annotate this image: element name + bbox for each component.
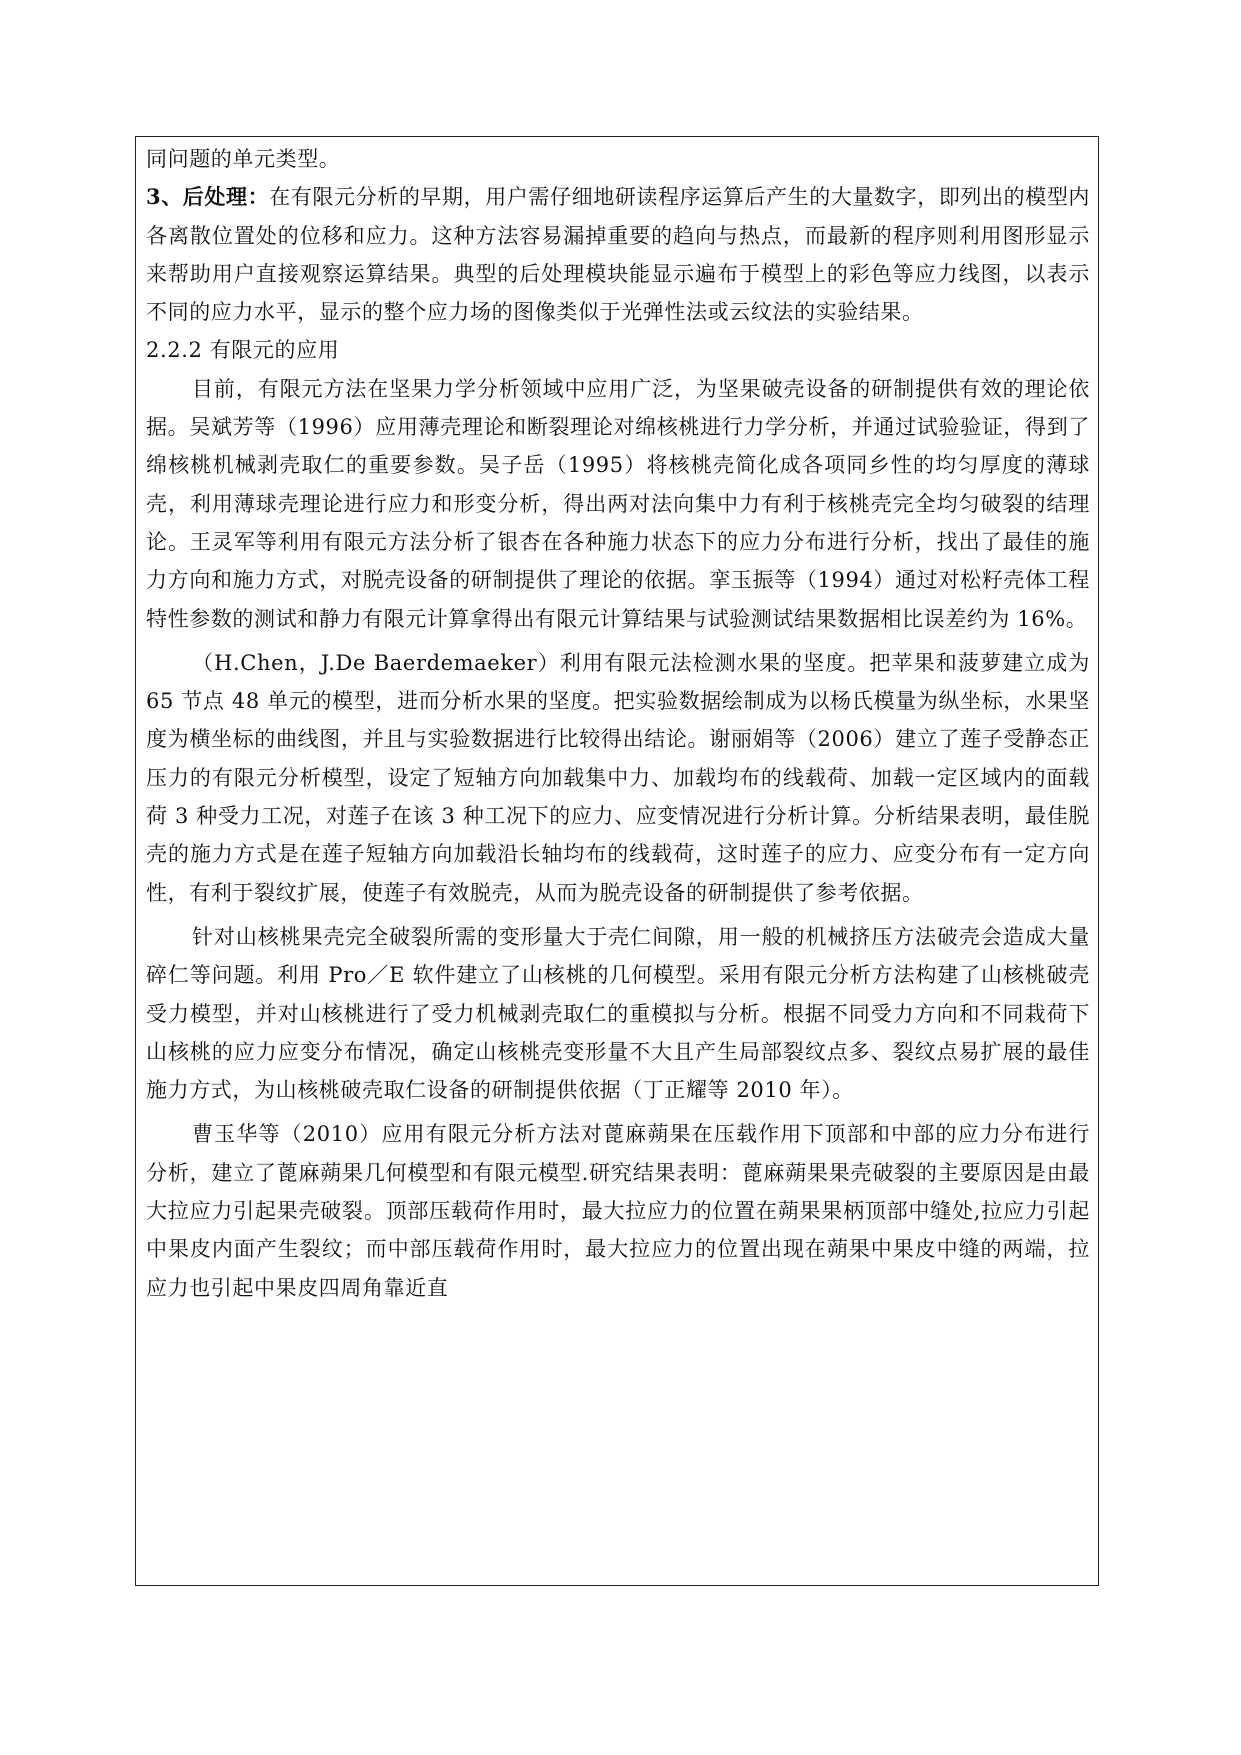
postprocess-label: 3、后处理： bbox=[146, 184, 270, 210]
paragraph-fem-nut-applications: 目前，有限元方法在坚果力学分析领域中应用广泛，为坚果破壳设备的研制提供有效的理论依据。吴斌芳等（1996）应用薄壳理论和断裂理论对绵核桃进行力学分析，并通过试验验证，得到了绵核桃机械剥壳取仁的重要参数。吴子岳（1995）将核桃壳简化成各项同乡性的均匀厚度的薄球壳，利用薄球壳理论进行应力和形变分析，得出两对法向集中力有利于核桃壳完全均匀破裂的结理论。王灵军等利用有限元方法分析了银杏在各种施力状态下的应力分布进行分析，找出了最佳的施力方向和施力方式，对脱壳设备的研制提供了理论的依据。挛玉振等（1994）通过对松籽壳体工程特性参数的测试和静力有限元计算拿得出有限元计算结果与试验测试结果数据相比误差约为 16%。 bbox=[146, 376, 1090, 631]
section-heading: 2.2.2 有限元的应用 bbox=[146, 338, 340, 363]
paragraph-fruit-firmness: （H.Chen，J.De Baerdemaeker）利用有限元法检测水果的坚度。把苹果和菠萝建立成为 65 节点 48 单元的模型，进而分析水果的坚度。把实验数据绘制成为以杨氏模量为纵坐标，水果坚度为横坐标的曲线图，并且与实验数据进行比较得出结论。谢丽娟等（2006）建立了莲子受静态正压力的有限元分析模型，设定了短轴方向加载集中力、加载均布的线载荷、加载一定区域内的面载荷 3 种受力工况，对莲子在该 3 种工况下的应力、应变情况进行分析计算。分析结果表明，最佳脱壳的施力方式是在莲子短轴方向加载沿长轴均布的线载荷，这时莲子的应力、应变分布有一定方向性，有利于裂纹扩展，使莲子有效脱壳，从而为脱壳设备的研制提供了参考依据。 bbox=[146, 650, 1090, 905]
postprocess-paragraph bbox=[146, 178, 1090, 331]
paragraph-hickory-model: 针对山核桃果壳完全破裂所需的变形量大于壳仁间隙，用一般的机械挤压方法破壳会造成大量碎仁等问题。利用 Pro／E 软件建立了山核桃的几何模型。采用有限元分析方法构建了山核桃破壳受力模型，并对山核桃进行了受力机械剥壳取仁的重模拟与分析。根据不同受力方向和不同栽荷下山核桃的应力应变分布情况，确定山核桃壳变形量不大且产生局部裂纹点多、裂纹点易扩展的最佳施力方式，为山核桃破壳取仁设备的研制提供依据（丁正耀等 2010 年）。 bbox=[146, 924, 1090, 1103]
paragraph-castor-capsule: 曹玉华等（2010）应用有限元分析方法对蓖麻蒴果在压载作用下顶部和中部的应力分布进行分析，建立了蓖麻蒴果几何模型和有限元模型.研究结果表明：蓖麻蒴果果壳破裂的主要原因是由最大拉应力引起果壳破裂。顶部压载荷作用时，最大拉应力的位置在蒴果果柄顶部中缝处,拉应力引起中果皮内面产生裂纹；而中部压载荷作用时，最大拉应力的位置出现在蒴果中果皮中缝的两端，拉应力也引起中果皮四周角靠近直 bbox=[146, 1122, 1090, 1300]
lead-line: 同问题的单元类型。 bbox=[146, 147, 341, 171]
postprocess-text: 在有限元分析的早期，用户需仔细地研读程序运算后产生的大量数字，即列出的模型内各离散位置处的位移和应力。这种方法容易漏掉重要的趋向与热点，而最新的程序则利用图形显示来帮助用户直接观察运算结果。典型的后处理模块能显示遍布于模型上的彩色等应力线图，以表示不同的应力水平，显示的整个应力场的图像类似于光弹性法或云纹法的实验结果。 bbox=[146, 185, 1091, 325]
document-body bbox=[146, 140, 1090, 1307]
